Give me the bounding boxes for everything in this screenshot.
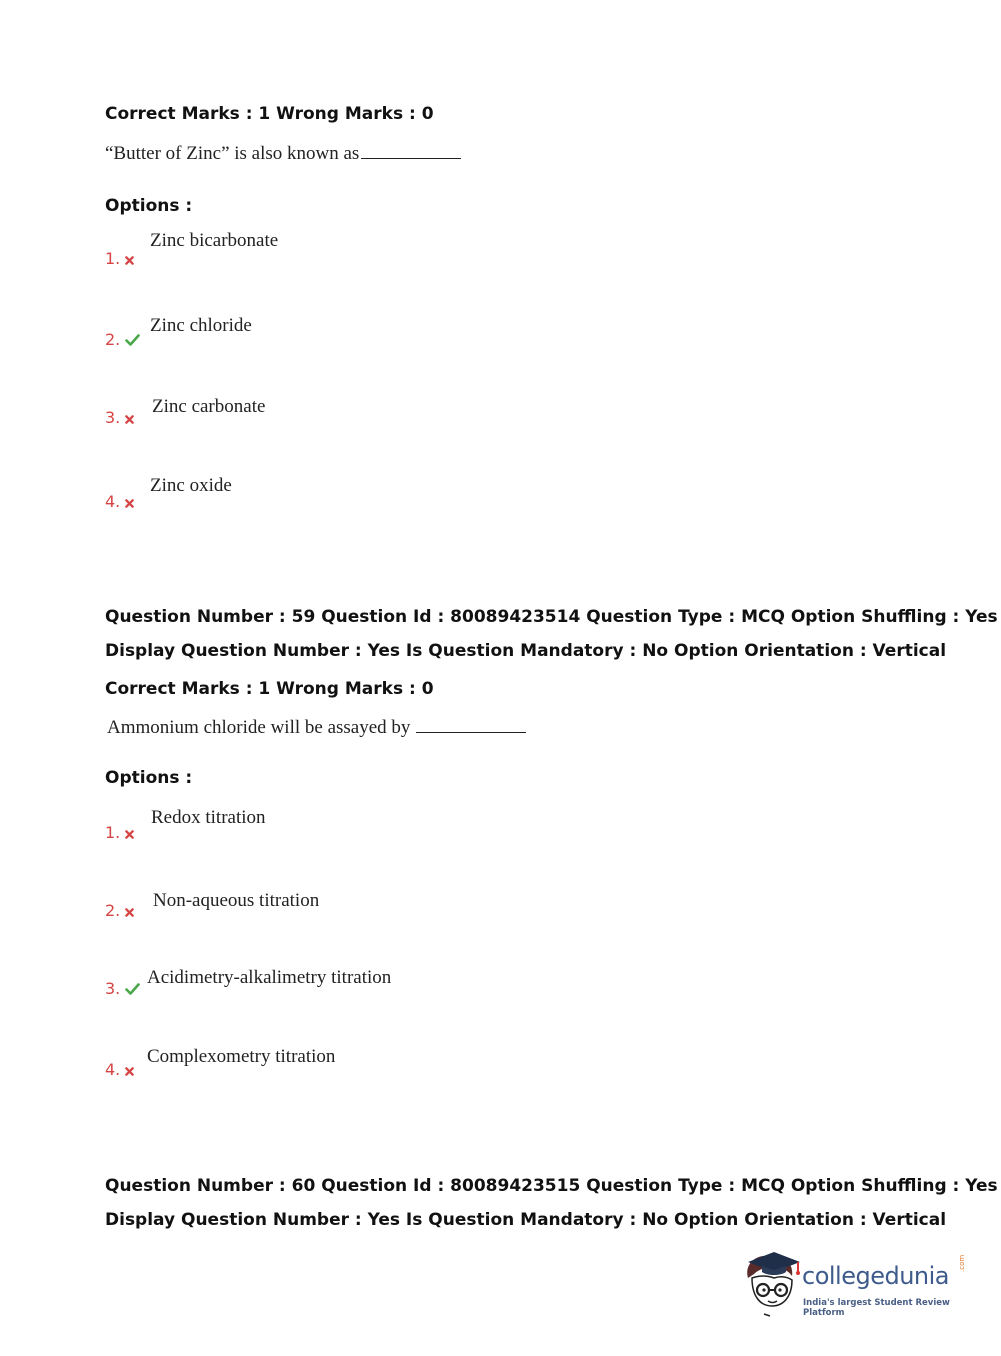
check-icon <box>125 980 140 999</box>
collegedunia-logo <box>742 1248 972 1320</box>
q60-meta-line2: Display Question Number : Yes Is Question Mandatory : No Option Orientation : Vertical <box>105 1210 947 1230</box>
q58-option-2-text: Zinc chloride <box>150 315 252 336</box>
q58-question-text: “Butter of Zinc” is also known as <box>105 143 360 164</box>
answer-blank <box>361 158 461 159</box>
q58-option-4-marker <box>105 492 134 512</box>
q59-option-2-text: Non-aqueous titration <box>153 890 320 911</box>
q59-option-1-marker <box>105 823 134 843</box>
check-icon <box>125 331 140 350</box>
q58-option-4-text: Zinc oxide <box>150 475 232 496</box>
option-number: 2. <box>105 330 121 349</box>
answer-blank <box>416 732 526 733</box>
q58-option-1-text: Zinc bicarbonate <box>150 230 279 251</box>
q59-meta-line2: Display Question Number : Yes Is Question Mandatory : No Option Orientation : Vertical <box>105 641 947 661</box>
logo-tagline: India's largest Student Review Platform <box>803 1298 950 1318</box>
q59-question-text: Ammonium chloride will be assayed by <box>107 717 411 738</box>
option-number: 3. <box>105 408 121 427</box>
option-number: 1. <box>105 823 121 842</box>
mascot-icon <box>742 1248 804 1320</box>
q59-option-1-text: Redox titration <box>151 807 266 828</box>
q59-option-3-marker <box>105 979 140 999</box>
cross-icon <box>125 409 134 428</box>
q59-marks: Correct Marks : 1 Wrong Marks : 0 <box>105 679 434 699</box>
option-number: 2. <box>105 901 121 920</box>
q59-options-label: Options : <box>105 768 193 788</box>
cross-icon <box>125 493 134 512</box>
q59-question <box>107 717 526 739</box>
q58-option-2-marker <box>105 330 140 350</box>
cross-icon <box>125 824 134 843</box>
q59-option-4-marker <box>105 1060 134 1080</box>
q59-option-2-marker <box>105 901 134 921</box>
q58-question <box>105 143 461 165</box>
option-number: 1. <box>105 249 121 268</box>
q58-option-1-marker <box>105 249 134 269</box>
q58-marks: Correct Marks : 1 Wrong Marks : 0 <box>105 104 434 124</box>
q59-meta-line1: Question Number : 59 Question Id : 80089423514 Question Type : MCQ Option Shuffling : Yes <box>105 607 998 627</box>
q59-option-3-text: Acidimetry-alkalimetry titration <box>147 967 392 988</box>
cross-icon <box>125 250 134 269</box>
option-number: 3. <box>105 979 121 998</box>
q58-options-label: Options : <box>105 196 193 216</box>
logo-wordmark: collegedunia <box>802 1262 950 1290</box>
q60-meta-line1: Question Number : 60 Question Id : 80089423515 Question Type : MCQ Option Shuffling : Yes <box>105 1176 998 1196</box>
q59-option-4-text: Complexometry titration <box>147 1046 336 1067</box>
q58-option-3-marker <box>105 408 134 428</box>
logo-suffix: .com <box>958 1254 966 1272</box>
cross-icon <box>125 902 134 921</box>
option-number: 4. <box>105 492 121 511</box>
q58-option-3-text: Zinc carbonate <box>152 396 266 417</box>
option-number: 4. <box>105 1060 121 1079</box>
cross-icon <box>125 1061 134 1080</box>
